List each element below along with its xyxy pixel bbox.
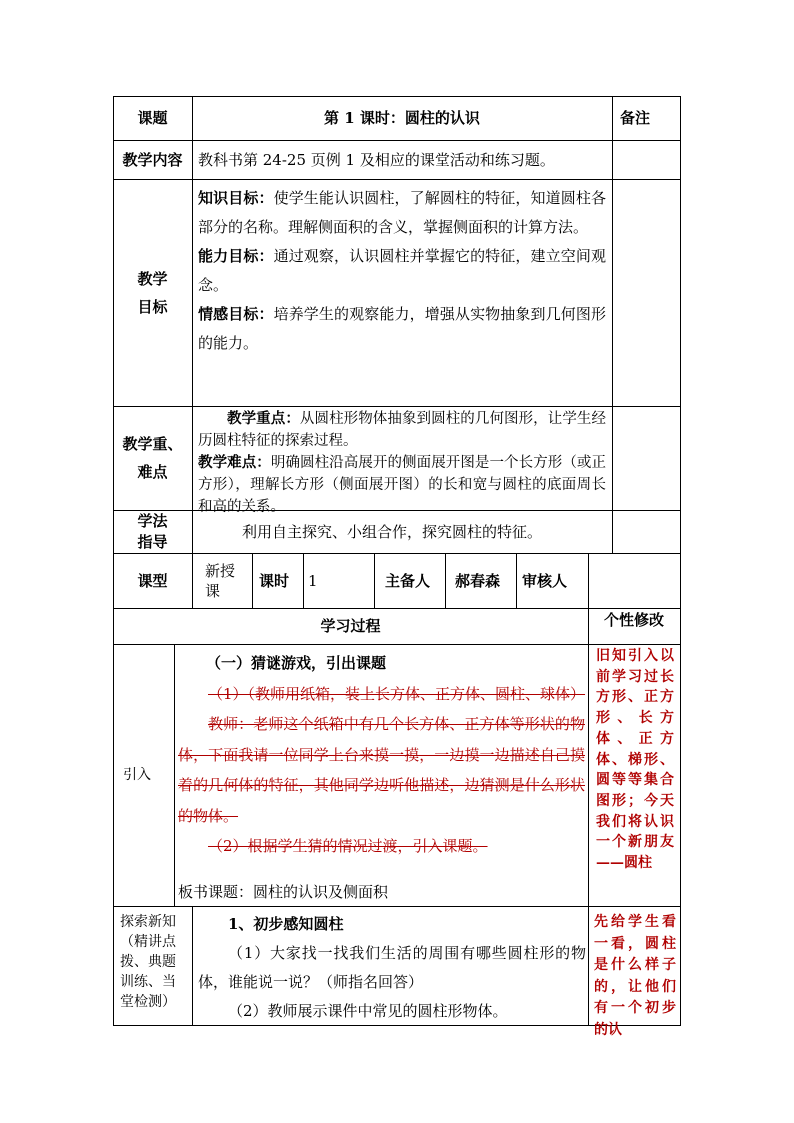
table-rule bbox=[303, 553, 304, 608]
table-rule bbox=[192, 553, 193, 608]
focus-text: 从圆柱形物体抽象到圆柱的几何图形，让学生经历圆柱特征的探索过程。 bbox=[198, 411, 607, 449]
table-rule bbox=[192, 96, 193, 553]
difficulty-point bbox=[198, 452, 606, 518]
goals-label-line1: 教学 bbox=[137, 269, 168, 288]
knowledge-goal bbox=[198, 184, 606, 242]
keypoints-label bbox=[113, 406, 192, 510]
focus-point bbox=[198, 408, 606, 452]
intro-step1-text: （1）（教师用纸箱，装上长方体、正方体、圆柱、球体） bbox=[208, 684, 586, 703]
method-label-line2: 指导 bbox=[137, 532, 168, 551]
preparer-name: 郝春森 bbox=[455, 571, 501, 590]
keypoints-label-line1: 教学重、 bbox=[122, 435, 183, 453]
goals-text bbox=[198, 184, 606, 358]
explore-heading: 1、初步感知圆柱 bbox=[228, 915, 344, 933]
table-rule bbox=[374, 553, 375, 608]
table-rule bbox=[445, 553, 446, 608]
revision-header: 个性修改 bbox=[603, 611, 664, 629]
intro-step2-text: （2）根据学生猜的情况过渡，引入课题。 bbox=[208, 837, 488, 855]
intro-content bbox=[178, 648, 585, 862]
goals-label bbox=[113, 179, 192, 406]
table-rule bbox=[113, 406, 681, 407]
process-header: 学习过程 bbox=[320, 617, 381, 635]
class-type-label: 课型 bbox=[137, 571, 168, 590]
lesson-title: 第 1 课时：圆柱的认识 bbox=[324, 109, 480, 127]
focus-label: 教学重点： bbox=[227, 410, 300, 427]
intro-step1 bbox=[178, 679, 585, 710]
method-label-line1: 学法 bbox=[137, 511, 168, 530]
explore-revision-note: 先给学生看一看，圆柱是什么样子的，让他们有一个初步的认 bbox=[594, 914, 676, 1038]
ability-goal bbox=[198, 242, 606, 300]
remarks-label: 备注 bbox=[620, 109, 651, 127]
table-rule bbox=[516, 553, 517, 608]
difficulty-text: 明确圆柱沿高展开的侧面展开图是一个长方形（或正方形），理解长方形（侧面展开图）的长和宽与圆柱的底面周长和高的关系。 bbox=[198, 455, 607, 515]
method-text: 利用自主探究、小组合作，探究圆柱的特征。 bbox=[242, 522, 543, 541]
intro-step2 bbox=[178, 831, 585, 862]
ability-goal-text: 通过观察，认识圆柱并掌握它的特征，建立空间观念。 bbox=[198, 247, 606, 294]
ability-goal-label: 能力目标： bbox=[198, 247, 274, 265]
emotion-goal bbox=[198, 300, 606, 358]
knowledge-goal-text: 使学生能认识圆柱，了解圆柱的特征，知道圆柱各部分的名称。理解侧面积的含义，掌握侧面积的计算方法。 bbox=[198, 189, 606, 236]
preparer-label: 主备人 bbox=[385, 571, 431, 590]
explore-label: 探索新知（精讲点拨、典题训练、当堂检测） bbox=[120, 914, 176, 1010]
intro-step1b bbox=[178, 709, 585, 831]
hours-label: 课时 bbox=[259, 571, 290, 590]
table-rule bbox=[113, 906, 681, 907]
reviewer-label: 审核人 bbox=[522, 571, 568, 590]
knowledge-goal-label: 知识目标： bbox=[198, 189, 274, 207]
table-rule bbox=[612, 96, 613, 553]
intro-label: 引入 bbox=[123, 767, 151, 783]
keypoints-label-line2: 难点 bbox=[137, 463, 168, 481]
intro-step1b-text: 教师：老师这个纸箱中有几个长方体、正方体等形状的物体，下面我请一位同学上台来摸一摸，一边摸一边描述自己摸着的几何体的特征，其他同学边听他描述，边猜测是什么形状的物体。 bbox=[178, 715, 585, 825]
intro-board-title: 板书课题：圆柱的认识及侧面积 bbox=[178, 883, 389, 901]
class-type-value bbox=[205, 561, 250, 601]
table-rule bbox=[113, 179, 681, 180]
difficulty-label: 教学难点： bbox=[198, 454, 271, 471]
emotion-goal-label: 情感目标： bbox=[198, 305, 274, 323]
table-border-right bbox=[680, 96, 681, 1025]
table-rule bbox=[113, 644, 681, 645]
goals-label-line2: 目标 bbox=[137, 297, 168, 316]
table-rule bbox=[192, 906, 193, 1025]
intro-heading: （一）猜谜游戏，引出课题 bbox=[206, 654, 387, 672]
explore-content bbox=[198, 910, 586, 1026]
emotion-goal-text: 培养学生的观察能力，增强从实物抽象到几何图形的能力。 bbox=[198, 305, 606, 352]
topic-label: 课题 bbox=[137, 109, 168, 127]
explore-step2: （2）教师展示课件中常见的圆柱形物体。 bbox=[228, 1002, 508, 1020]
keypoints-text bbox=[198, 408, 606, 518]
table-rule bbox=[174, 644, 175, 906]
class-type-value-line1: 新授 bbox=[205, 562, 236, 580]
intro-revision-note: 旧知引入以前学习过长方形、正方形、长方体、正方体、梯形、圆等等集合图形；今天我们将认识一个新朋友——圆柱 bbox=[596, 648, 674, 872]
explore-step1: （1）大家找一找我们生活的周围有哪些圆柱形的物体，谁能说一说？（师指名回答） bbox=[198, 944, 586, 991]
content-label: 教学内容 bbox=[122, 150, 183, 169]
hours-value: 1 bbox=[308, 571, 318, 590]
method-label bbox=[113, 510, 192, 553]
table-rule bbox=[252, 553, 253, 608]
class-type-value-line2: 课 bbox=[205, 582, 221, 600]
content-text: 教科书第 24-25 页例 1 及相应的课堂活动和练习题。 bbox=[198, 150, 555, 169]
